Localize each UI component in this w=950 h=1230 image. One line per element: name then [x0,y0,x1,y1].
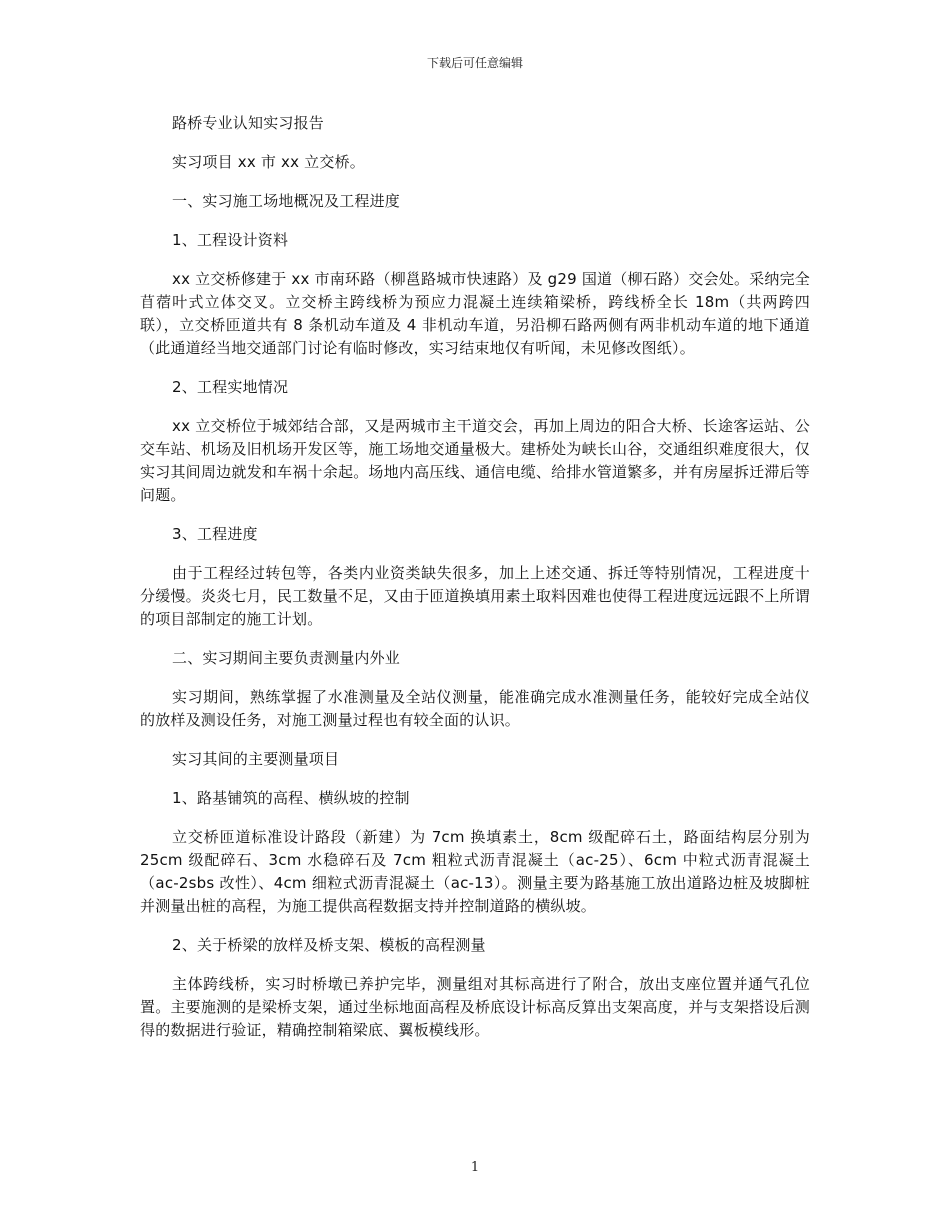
section-2-intro: 实习期间，熟练掌握了水准测量及全站仪测量，能准确完成水准测量任务，能较好完成全站仪的放样及测设任务，对施工测量过程也有较全面的认识。 [140,688,810,729]
section-1-heading: 一、实习施工场地概况及工程进度 [172,192,401,210]
subsection-2-heading: 2、工程实地情况 [172,378,289,396]
document-body [140,112,810,1058]
section-2-heading: 二、实习期间主要负责测量内外业 [172,649,401,667]
subsection-1-text: xx 立交桥修建于 xx 市南环路（柳邕路城市快速路）及 g29 国道（柳石路）交会处。采纳完全苜蓿叶式立体交叉。立交桥主跨线桥为预应力混凝土连续箱梁桥，跨线桥全长 18m（共两跨四联），立交桥匝道共有 8 条机动车道及 4 非机动车道，另沿柳石路两侧有两非机动车道的地下通道（此通道经当地交通部门讨论有临时修改，实习结束地仅有听闻，未见修改图纸）。 [140,270,810,357]
survey-item-2-heading: 2、关于桥梁的放样及桥支架、模板的高程测量 [172,936,486,954]
survey-item-2-text: 主体跨线桥，实习时桥墩已养护完毕，测量组对其标高进行了附合，放出支座位置并通气孔位置。主要施测的是梁桥支架，通过坐标地面高程及桥底设计标高反算出支架高度，并与支架搭设后测得的数据进行验证，精确控制箱梁底、翼板模线形。 [140,975,810,1039]
subsection-1-heading: 1、工程设计资料 [172,231,289,249]
project-line: 实习项目 xx 市 xx 立交桥。 [172,153,365,171]
document-title: 路桥专业认知实习报告 [172,114,325,132]
page-number: 1 [470,1160,480,1175]
subsection-3-text: 由于工程经过转包等，各类内业资类缺失很多，加上上述交通、拆迁等特别情况，工程进度十分缓慢。炎炎七月，民工数量不足，又由于匝道换填用素土取料因难也使得工程进度远远跟不上所谓的项目部制定的施工计划。 [140,564,810,628]
survey-item-1-text: 立交桥匝道标准设计路段（新建）为 7cm 换填素土，8cm 级配碎石土，路面结构层分别为 25cm 级配碎石、3cm 水稳碎石及 7cm 粗粒式沥青混凝土（ac-25）、6cm 中粒式沥青混凝土（ac-2sbs 改性）、4cm 细粒式沥青混凝土（ac-13）。测量主要为路基施工放出道路边桩及坡脚桩并测量出桩的高程，为施工提供高程数据支持并控制道路的横纵坡。 [140,828,810,915]
subsection-2-text: xx 立交桥位于城郊结合部，又是两城市主干道交会，再加上周边的阳合大桥、长途客运站、公交车站、机场及旧机场开发区等，施工场地交通量极大。建桥处为峡长山谷，交通组织难度很大，仅实习其间周边就发和车祸十余起。场地内高压线、通信电缆、给排水管道繁多，并有房屋拆迁滞后等问题。 [140,417,810,504]
survey-item-1-heading: 1、路基铺筑的高程、横纵坡的控制 [172,789,410,807]
survey-items-heading: 实习其间的主要测量项目 [172,750,340,768]
subsection-3-heading: 3、工程进度 [172,525,258,543]
download-note: 下载后可任意编辑 [426,56,523,70]
